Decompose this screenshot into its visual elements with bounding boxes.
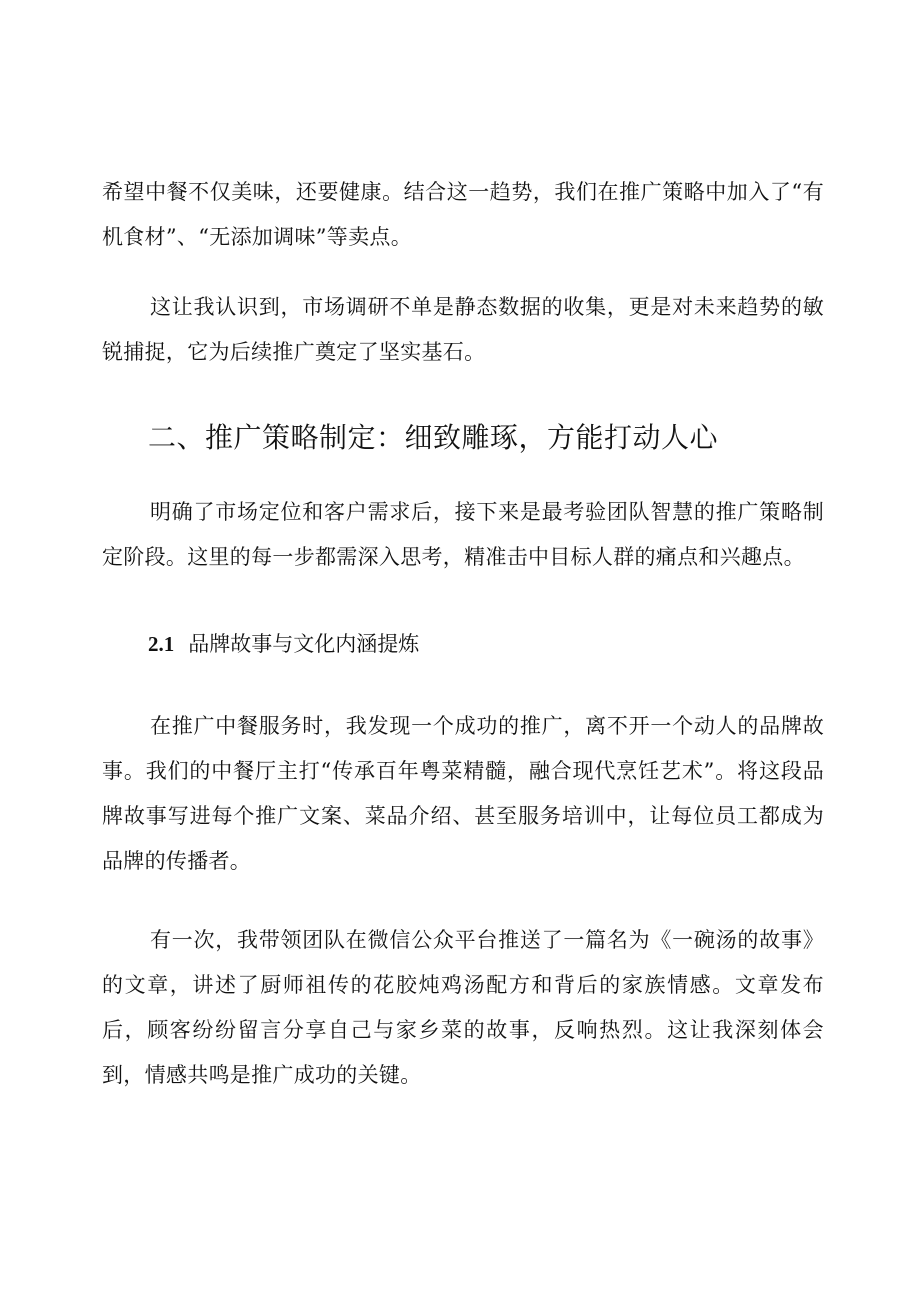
subsection-number: 2.1: [148, 632, 175, 656]
paragraph-brand-story: 在推广中餐服务时，我发现一个成功的推广，离不开一个动人的品牌故事。我们的中餐厅主打“传承百年粤菜精髓，融合现代烹饪艺术”。将这段品牌故事写进每个推广文案、菜品介绍、甚至服务培训中，让每位员工都成为品牌的传播者。: [102, 714, 824, 873]
paragraph-market-research-insight: 这让我认识到，市场调研不单是静态数据的收集，更是对未来趋势的敏锐捕捉，它为后续推广奠定了坚实基石。: [102, 295, 824, 364]
subsection-heading: [148, 628, 419, 658]
section-heading: 二、推广策略制定：细致雕琢，方能打动人心: [148, 421, 719, 454]
paragraph-healthy-trend: 希望中餐不仅美味，还要健康。结合这一趋势，我们在推广策略中加入了“有机食材”、“无添加调味”等卖点。: [102, 180, 824, 249]
paragraph-strategy-intro: 明确了市场定位和客户需求后，接下来是最考验团队智慧的推广策略制定阶段。这里的每一步都需深入思考，精准击中目标人群的痛点和兴趣点。: [102, 500, 824, 569]
subsection-title: 品牌故事与文化内涵提炼: [188, 632, 420, 656]
paragraph-soup-story: 有一次，我带领团队在微信公众平台推送了一篇名为《一碗汤的故事》的文章，讲述了厨师祖传的花胶炖鸡汤配方和背后的家族情感。文章发布后，顾客纷纷留言分享自己与家乡菜的故事，反响热烈。这让我深刻体会到，情感共鸣是推广成功的关键。: [102, 928, 824, 1087]
